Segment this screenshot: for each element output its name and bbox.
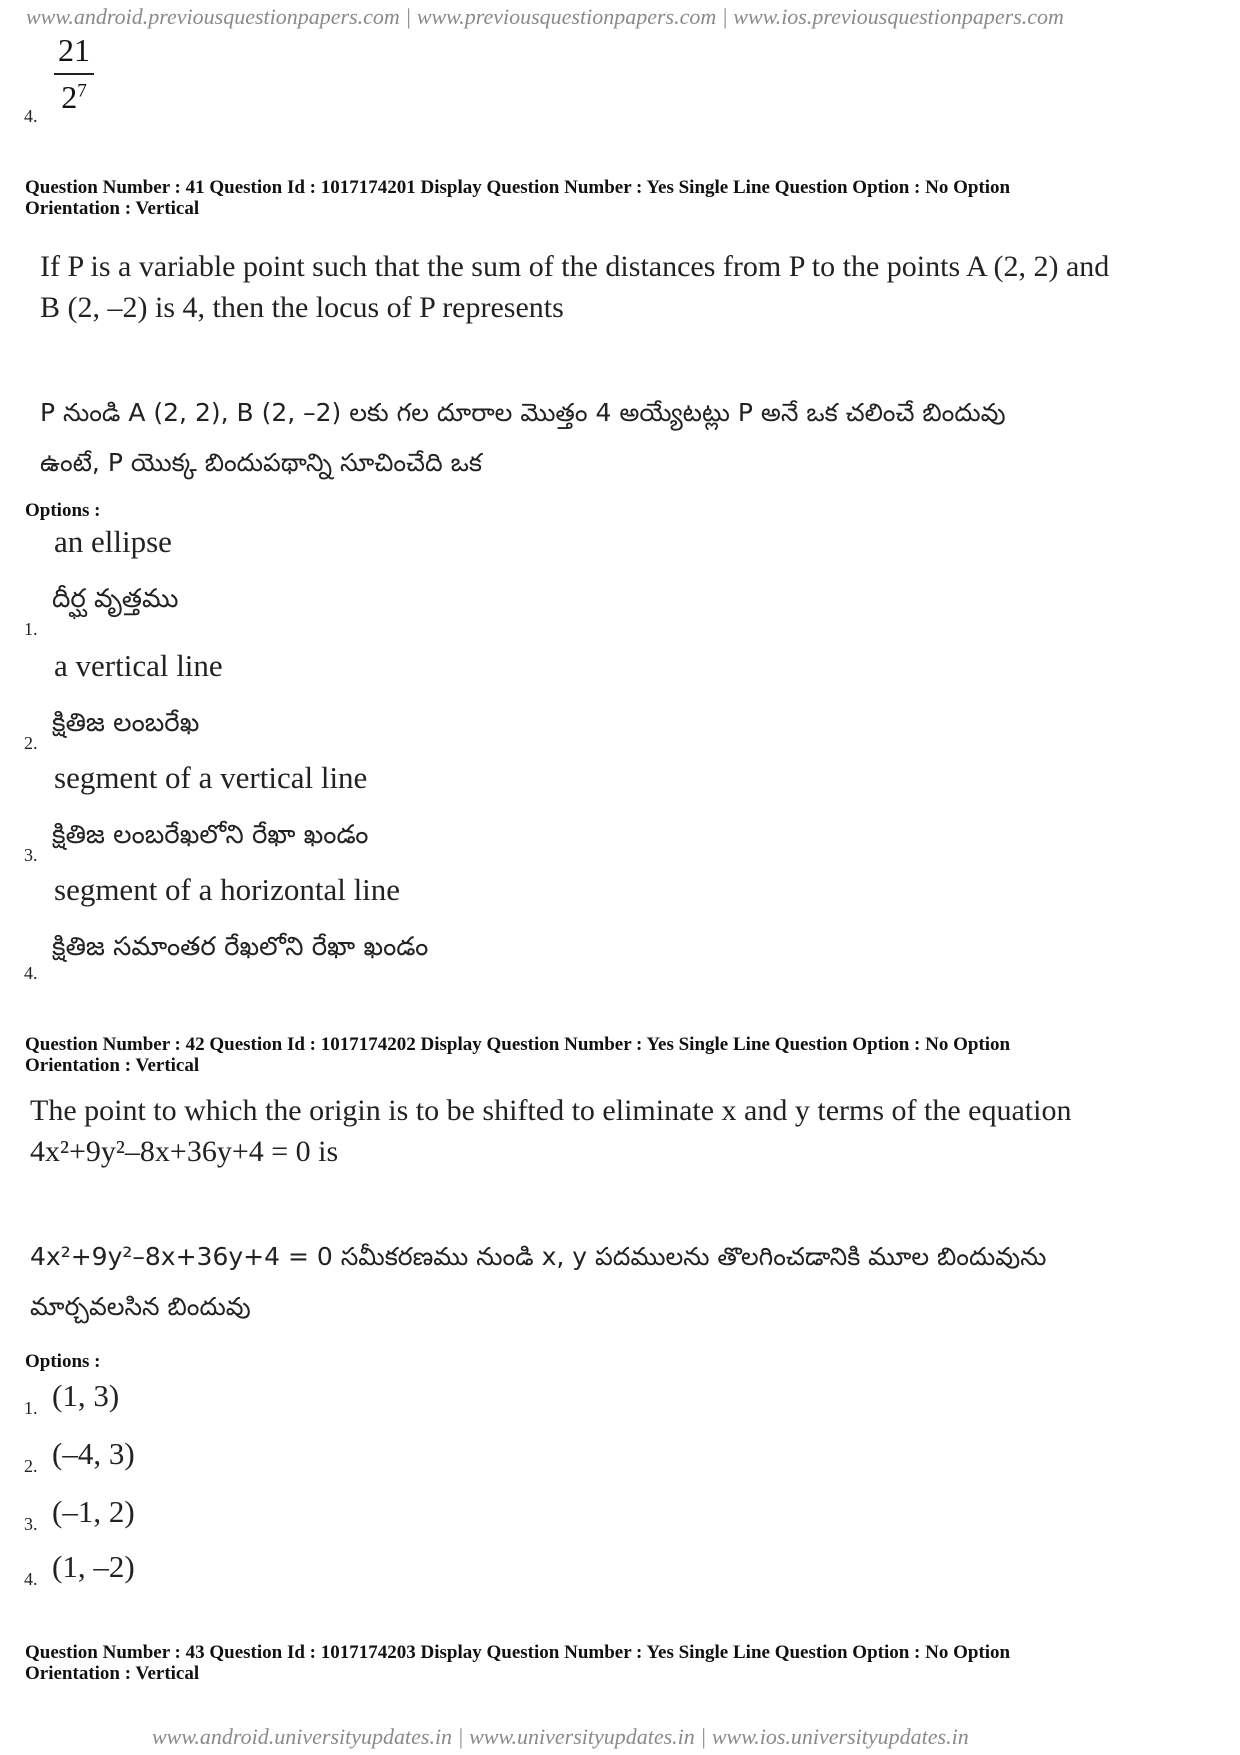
prev-option-number: 4. — [24, 106, 38, 126]
q42-option4-number: 4. — [24, 1569, 38, 1589]
q42-option3-number: 3. — [24, 1514, 38, 1534]
q43-meta-line1: Question Number : 43 Question Id : 1017174203 Display Question Number : Yes Single Line Question Option : No Option — [25, 1642, 1011, 1663]
q41-option2-en: a vertical line — [54, 648, 223, 683]
q41-options-label: Options : — [25, 500, 101, 521]
q41-meta-line2: Orientation : Vertical — [25, 198, 200, 219]
q41-te-line1: P నుండి A (2, 2), B (2, –2) లకు గల దూరాల మొత్తం 4 అయ్యేటట్లు P అనే ఒక చలించే బిందువు — [40, 398, 1006, 427]
q43-meta-line2: Orientation : Vertical — [25, 1663, 200, 1684]
prev-option-fraction — [54, 32, 94, 116]
q42-option2-text: (–4, 3) — [52, 1436, 135, 1471]
q41-option2-number: 2. — [24, 733, 38, 753]
q42-option2-number: 2. — [24, 1456, 38, 1476]
q42-question-en — [30, 1090, 1225, 1172]
q41-question-te — [40, 388, 1230, 488]
q41-option4-te: క్షితిజ సమాంతర రేఖలోని రేఖా ఖండం — [52, 932, 429, 962]
q42-te-line2: మార్చవలసిన బిందువు — [30, 1292, 251, 1321]
footer-watermark: www.android.universityupdates.in | www.universityupdates.in | www.ios.universityupdates.in — [152, 1724, 969, 1749]
q42-te-line1: 4x²+9y²–8x+36y+4 = 0 సమీకరణము నుండి x, y పదములను తొలగించడానికి మూల బిందువును — [30, 1242, 1047, 1271]
q42-en-line2: 4x²+9y²–8x+36y+4 = 0 is — [30, 1135, 339, 1168]
q42-option1-text: (1, 3) — [52, 1378, 120, 1413]
q41-option1-en: an ellipse — [54, 524, 172, 559]
q41-question-en — [40, 246, 1220, 328]
q41-option4-number: 4. — [24, 963, 38, 983]
q41-option3-en: segment of a vertical line — [54, 760, 368, 795]
q42-option1-number: 1. — [24, 1398, 38, 1418]
q41-option1-te: దీర్ఘ వృత్తము — [52, 584, 179, 614]
header-watermark: www.android.previousquestionpapers.com | www.previousquestionpapers.com | www.ios.previousquestionpapers.com — [26, 4, 1064, 29]
q41-meta-line1: Question Number : 41 Question Id : 1017174201 Display Question Number : Yes Single Line Question Option : No Option — [25, 177, 1011, 198]
q41-option2-te: క్షితిజ లంబరేఖ — [52, 708, 200, 738]
q41-en-line1: If P is a variable point such that the sum of the distances from P to the points A (2, 2) and — [40, 250, 1110, 283]
q42-option3-text: (–1, 2) — [52, 1494, 135, 1529]
q41-option3-number: 3. — [24, 845, 38, 865]
q41-option1-number: 1. — [24, 619, 38, 639]
fraction-numerator: 21 — [58, 32, 90, 68]
q41-option4-en: segment of a horizontal line — [54, 872, 401, 907]
q42-meta-line1: Question Number : 42 Question Id : 1017174202 Display Question Number : Yes Single Line Question Option : No Option — [25, 1034, 1011, 1055]
q43-meta — [25, 1642, 1225, 1684]
q41-meta — [25, 177, 1225, 219]
q42-meta-line2: Orientation : Vertical — [25, 1055, 200, 1076]
q42-options-label: Options : — [25, 1351, 101, 1372]
q42-meta — [25, 1034, 1225, 1076]
q42-question-te — [30, 1232, 1230, 1332]
q41-option3-te: క్షితిజ లంబరేఖలోని రేఖా ఖండం — [52, 820, 369, 850]
q41-te-line2: ఉంటే, P యొక్క బిందుపథాన్ని సూచించేది ఒక — [40, 448, 482, 477]
fraction-denominator: $2^7$ — [61, 79, 87, 115]
q42-option4-text: (1, –2) — [52, 1549, 135, 1584]
q41-en-line2: B (2, –2) is 4, then the locus of P represents — [40, 291, 564, 324]
q42-en-line1: The point to which the origin is to be shifted to eliminate x and y terms of the equation — [30, 1094, 1072, 1127]
